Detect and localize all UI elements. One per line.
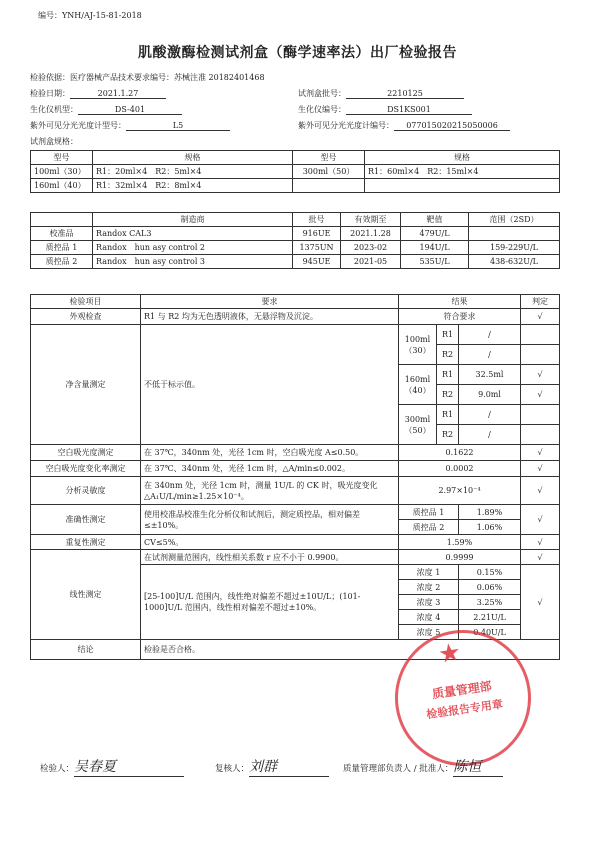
material-table: [30, 212, 560, 269]
stamp-line-1: 质量管理部: [431, 678, 493, 702]
lot-row: 试剂盒批号： 2210125: [298, 88, 464, 99]
sensitivity-row: 分析灵敏度 在 340nm 处，光径 1cm 时，测量 1U/L 的 CK 时，吸光度变化△A₁U/L/min≥1.25×10⁻⁴。 2.97×10⁻⁴ √: [31, 477, 560, 505]
material-header-row: 制造商 批号 有效期至 靶值 范围（2SD）: [31, 213, 560, 227]
spectro-no-row: 紫外可见分光光度计编号： 077015020215050006: [298, 120, 510, 131]
star-icon: ★: [437, 639, 462, 668]
inspection-table: [30, 294, 560, 660]
linearity-row: 浓度 3 3.25%: [31, 595, 560, 610]
linearity-row: 浓度 2 0.06%: [31, 580, 560, 595]
approver-block: 质量管理部负责人 / 批准人：陈恒: [343, 756, 503, 777]
blank-rate-row: 空白吸光度变化率测定 在 37℃、340nm 处，光径 1cm 时，△A/min≤0.002。 0.0002 √: [31, 461, 560, 477]
report-title: 肌酸激酶检测试剂盒（酶学速率法）出厂检验报告: [138, 45, 457, 61]
quality-stamp: [386, 621, 540, 775]
lot-value: 2210125: [346, 89, 464, 99]
accuracy-row: 准确性测定 使用校准品校准生化分析仪和试剂后，测定质控品，相对偏差≤±10%。 质控品 1 1.89% √: [31, 505, 560, 520]
repeatability-row: 重复性测定 CV≤5%。 1.59% √: [31, 535, 560, 550]
linearity-row: [25-100]U/L 范围内，线性绝对偏差不超过±10U/L；(101-1000]U/L 范围内，线性相对偏差不超过±10%。 浓度 1 0.15% √: [31, 565, 560, 580]
reviewer-signature: 刘群: [249, 756, 329, 777]
spectro-no-value: 077015020215050006: [394, 121, 510, 131]
table-row: 质控品 1 Randox hun asy control 2 1375UN 2023-02 194U/L 159-229U/L: [31, 241, 560, 255]
accuracy-row: 质控品 2 1.06%: [31, 520, 560, 535]
date-row: 检验日期： 2021.1.27: [30, 88, 166, 99]
analyzer-no-value: DS1KS001: [346, 105, 472, 115]
table-row: 160ml（40） R1：32ml×4 R2：8ml×4: [31, 179, 560, 193]
net-content-row: R2 9.0ml √: [31, 385, 560, 405]
spec-table: [30, 150, 560, 193]
approver-signature: 陈恒: [453, 756, 503, 777]
net-content-row: 净含量测定 不低于标示值。 100ml （30） R1 /: [31, 325, 560, 345]
table-row: 校准品 Randox CAL3 916UE 2021.1.28 479U/L: [31, 227, 560, 241]
inspector-signature: 吴春夏: [74, 756, 184, 777]
net-content-row: R2 /: [31, 425, 560, 445]
net-content-row: R2 /: [31, 345, 560, 365]
analyzer-no-row: 生化仪编号： DS1KS001: [298, 104, 472, 115]
date-value: 2021.1.27: [70, 89, 166, 99]
linearity-row: 线性测定 在试剂测量范围内，线性相关系数 r 应不小于 0.9900。 0.9999 √: [31, 550, 560, 565]
spec-label: 试剂盒规格：: [30, 137, 78, 146]
inspector-block: 检验人：吴春夏: [40, 756, 184, 777]
linearity-row: 浓度 4 2.21U/L: [31, 610, 560, 625]
net-content-row: 160ml （40） R1 32.5ml √: [31, 365, 560, 385]
stamp-line-2: 检验报告专用章: [425, 697, 504, 722]
spec-header-row: 型号 规格 型号 规格: [31, 151, 560, 165]
spectro-model-row: 紫外可见分光光度计型号： L5: [30, 120, 230, 131]
table-row: 质控品 2 Randox hun asy control 3 945UE 2021-05 535U/L 438-632U/L: [31, 255, 560, 269]
net-content-row: 300ml （50） R1 /: [31, 405, 560, 425]
reviewer-block: 复核人：刘群: [215, 756, 329, 777]
conclusion-row: 结论 检验是否合格。: [31, 640, 560, 660]
basis-row: 检验依据：医疗器械产品技术要求编号：苏械注准 20182401468: [30, 73, 265, 82]
analyzer-model-row: 生化仪机型： DS-401: [30, 104, 182, 115]
document-number: 编号：YNH/AJ-15-81-2018: [38, 11, 142, 20]
blank-absorbance-row: 空白吸光度测定 在 37℃，340nm 处，光径 1cm 时，空白吸光度 A≤0.50。 0.1622 √: [31, 445, 560, 461]
analyzer-model-value: DS-401: [78, 105, 182, 115]
appearance-row: 外观检查 R1 与 R2 均为无色透明液体，无悬浮物及沉淀。 符合要求 √: [31, 309, 560, 325]
table-row: 100ml（30） R1：20ml×4 R2：5ml×4 300ml（50） R1：60ml×4 R2：15ml×4: [31, 165, 560, 179]
linearity-row: 浓度 5 0.40U/L: [31, 625, 560, 640]
spectro-model-value: L5: [126, 121, 230, 131]
inspection-header-row: 检验项目 要求 结果 判定: [31, 295, 560, 309]
